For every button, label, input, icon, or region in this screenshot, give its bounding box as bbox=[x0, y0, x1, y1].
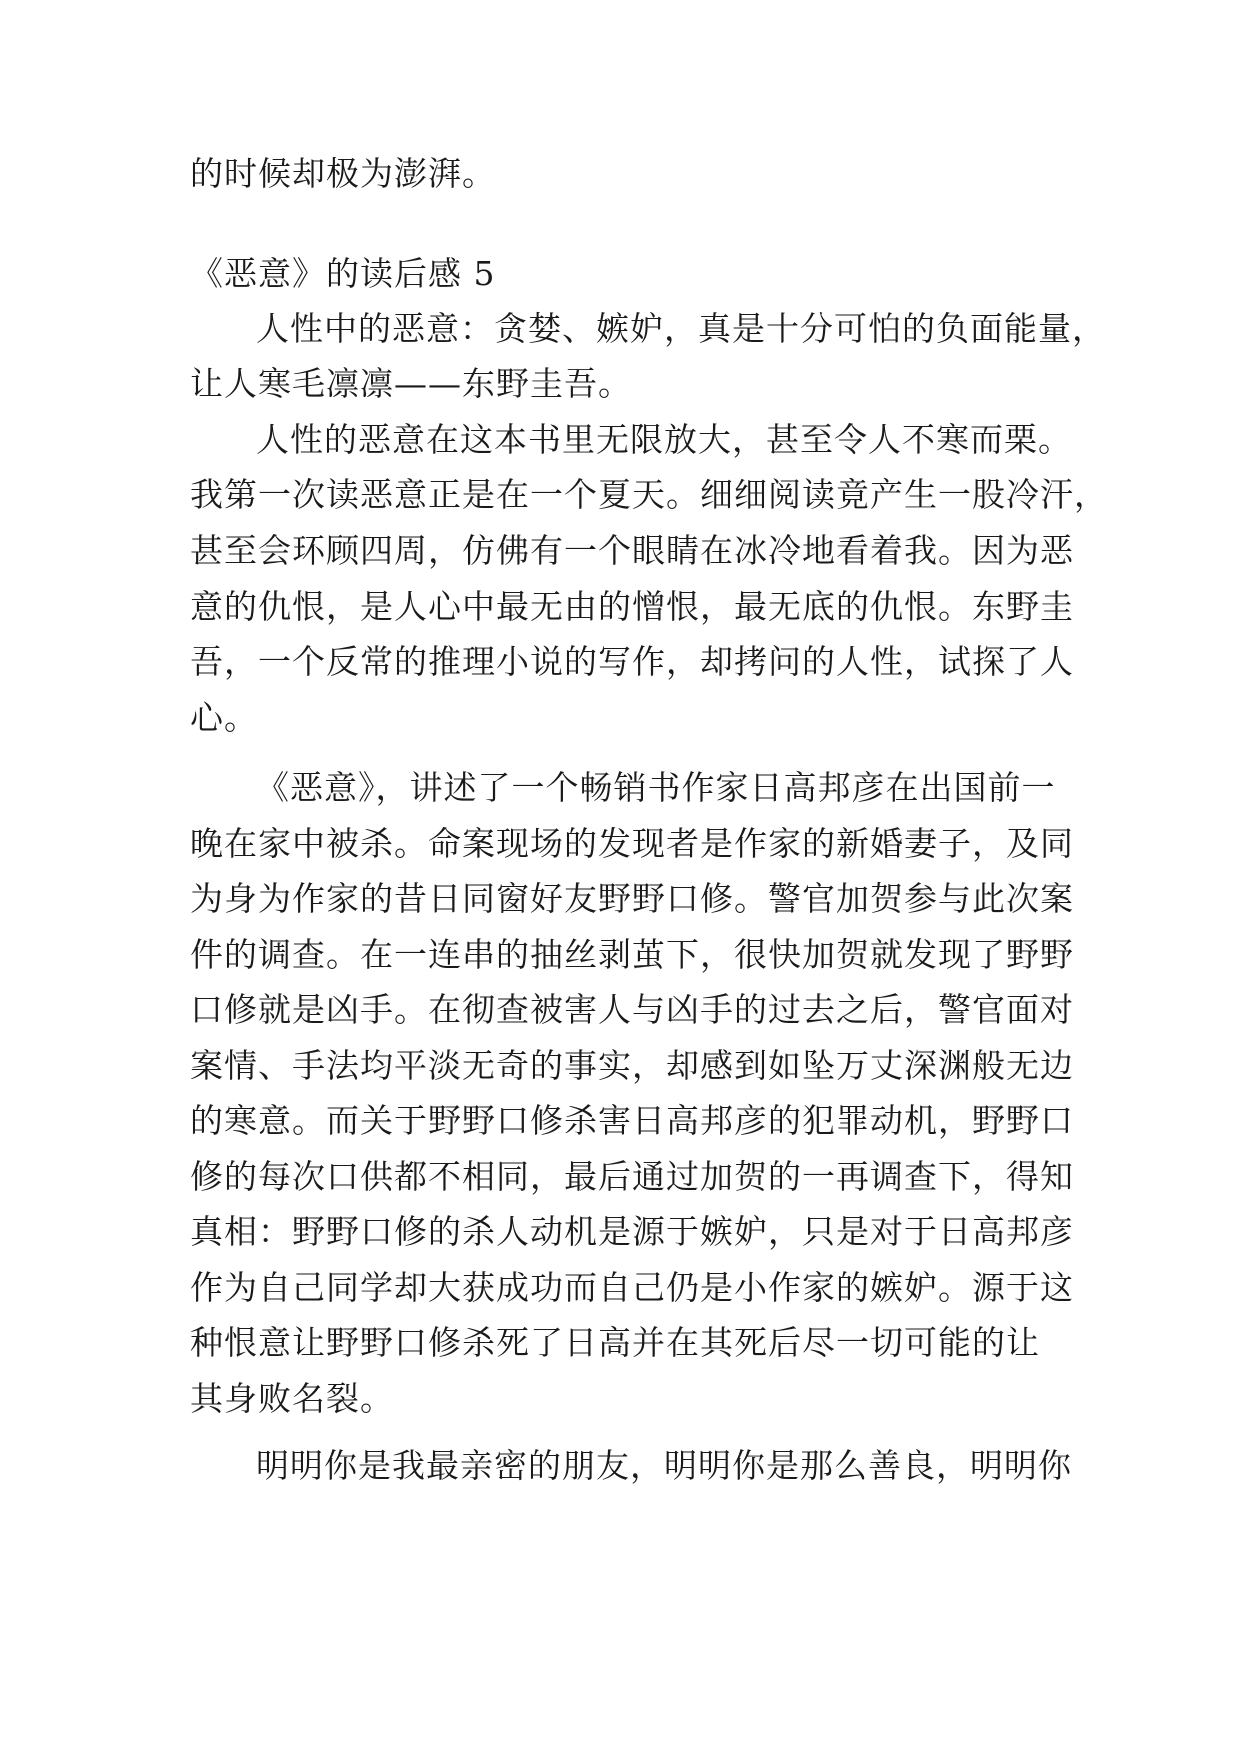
text-line: 案情、手法均平淡无奇的事实，却感到如坠万丈深渊般无边 bbox=[190, 1046, 1074, 1085]
text-line: 人性中的恶意：贪婪、嫉妒，真是十分可怕的负面能量， bbox=[256, 309, 1106, 348]
text-line: 的时候却极为澎湃。 bbox=[190, 154, 496, 193]
text-line: 晚在家中被杀。命案现场的发现者是作家的新婚妻子，及同 bbox=[190, 824, 1074, 863]
text-line: 其身败名裂。 bbox=[190, 1379, 394, 1418]
text-line: 心。 bbox=[190, 698, 258, 737]
text-line: 作为自己同学却大获成功而自己仍是小作家的嫉妒。源于这 bbox=[190, 1268, 1074, 1307]
text-line: 口修就是凶手。在彻查被害人与凶手的过去之后，警官面对 bbox=[190, 990, 1074, 1029]
text-line: 让人寒毛凛凛——东野圭吾。 bbox=[190, 364, 632, 403]
text-line: 件的调查。在一连串的抽丝剥茧下，很快加贺就发现了野野 bbox=[190, 935, 1074, 974]
text-line: 明明你是我最亲密的朋友，明明你是那么善良，明明你 bbox=[256, 1446, 1072, 1485]
text-line: 吾，一个反常的推理小说的写作，却拷问的人性，试探了人 bbox=[190, 642, 1074, 681]
text-line: 意的仇恨，是人心中最无由的憎恨，最无底的仇恨。东野圭 bbox=[190, 587, 1074, 626]
text-line: 《恶意》，讲述了一个畅销书作家日高邦彦在出国前一 bbox=[256, 768, 1056, 807]
text-line: 为身为作家的昔日同窗好友野野口修。警官加贺参与此次案 bbox=[190, 879, 1074, 918]
text-line: 甚至会环顾四周，仿佛有一个眼睛在冰冷地看着我。因为恶 bbox=[190, 531, 1074, 570]
text-line: 修的每次口供都不相同，最后通过加贺的一再调查下，得知 bbox=[190, 1157, 1074, 1196]
text-line: 我第一次读恶意正是在一个夏天。细细阅读竟产生一股冷汗， bbox=[190, 475, 1108, 514]
text-line: 种恨意让野野口修杀死了日高并在其死后尽一切可能的让 bbox=[190, 1323, 1040, 1362]
section-heading: 《恶意》的读后感 5 bbox=[190, 254, 496, 293]
text-line: 真相：野野口修的杀人动机是源于嫉妒，只是对于日高邦彦 bbox=[190, 1212, 1074, 1251]
text-line: 人性的恶意在这本书里无限放大，甚至令人不寒而栗。 bbox=[256, 420, 1072, 459]
text-line: 的寒意。而关于野野口修杀害日高邦彦的犯罪动机，野野口 bbox=[190, 1101, 1074, 1140]
